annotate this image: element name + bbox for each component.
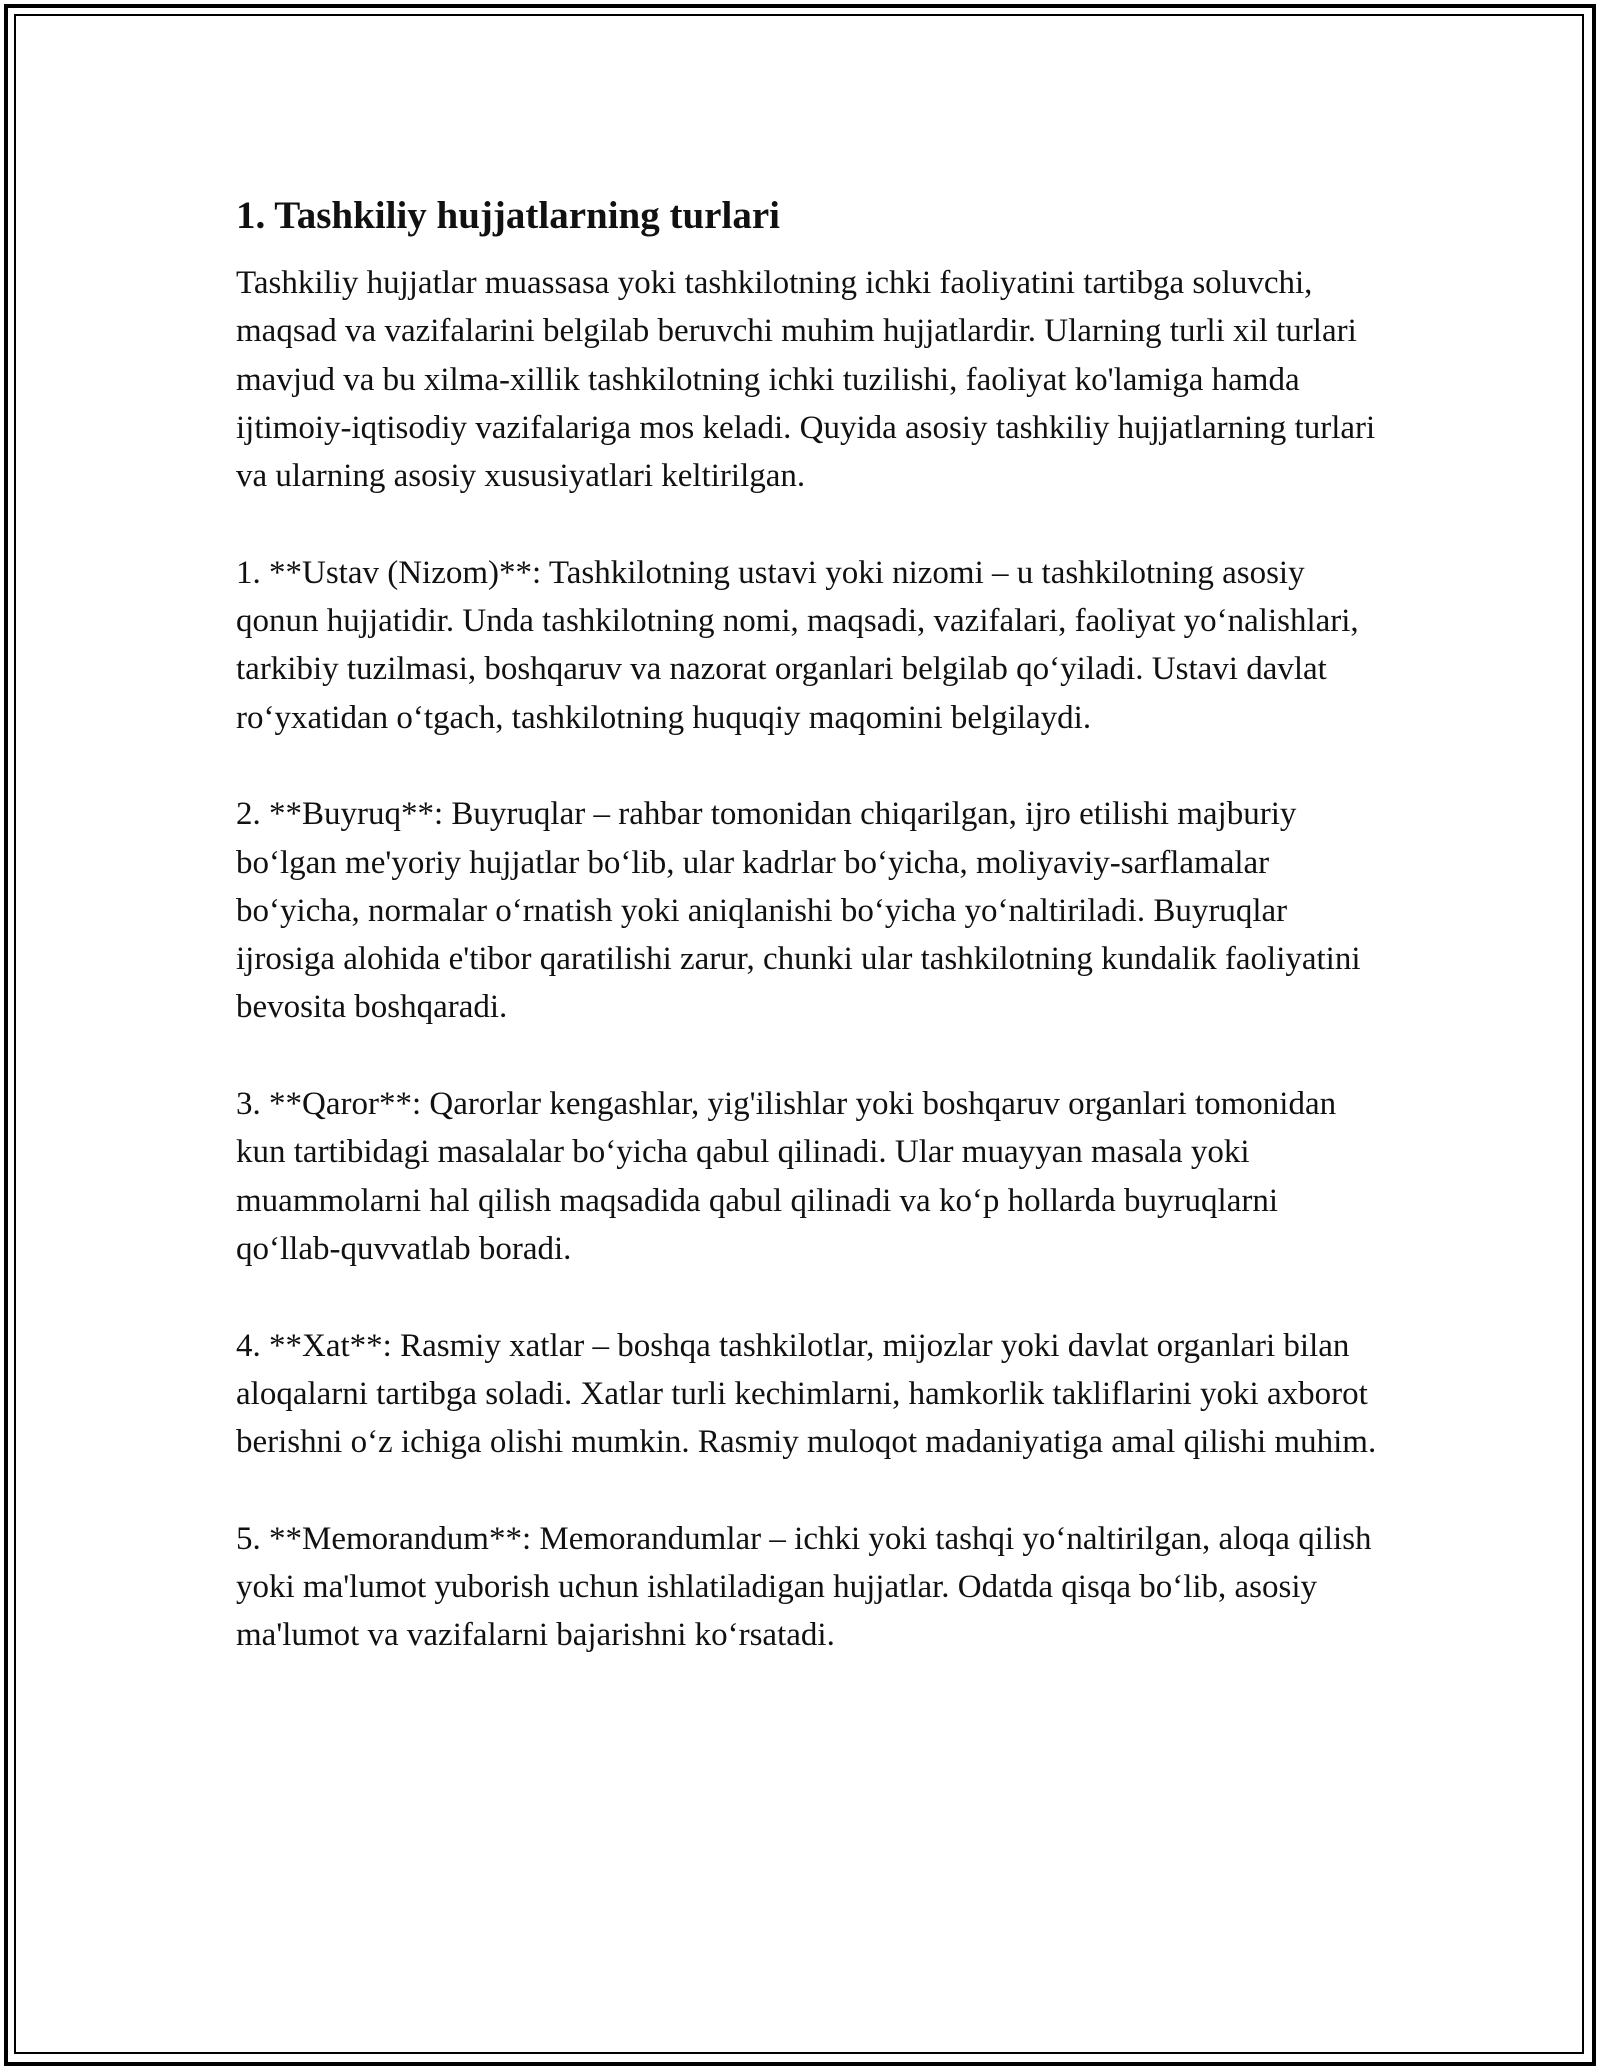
paragraph-ustav: 1. **Ustav (Nizom)**: Tashkilotning ustavi yoki nizomi – u tashkilotning asosiy qonun hujjatidir. Unda tashkilotning nomi, maqsadi, vazifalari, faoliyat yoʻnalishlari, tarkibiy tuzilmasi, boshqaruv va nazorat organlari belgilab qoʻyiladi. Ustavi davlat roʻyxatidan oʻtgach, tashkilotning huquqiy maqomini belgilaydi. [236, 554, 1359, 736]
paragraph-memorandum: 5. **Memorandum**: Memorandumlar – ichki yoki tashqi yoʻnaltirilgan, aloqa qilish yoki ma'lumot yuborish uchun ishlatiladigan hujjatlar. Odatda qisqa boʻlib, asosiy ma'lumot va vazifalarni bajarishni koʻrsatadi. [236, 1520, 1372, 1654]
paragraph-qaror: 3. **Qaror**: Qarorlar kengashlar, yig'ilishlar yoki boshqaruv organlari tomonidan kun tartibidagi masalalar boʻyicha qabul qilinadi. Ular muayyan masala yoki muammolarni hal qilish maqsadida qabul qilinadi va koʻp hollarda buyruqlarni qoʻllab-quvvatlab boradi. [236, 1086, 1337, 1267]
section-heading: 1. Tashkiliy hujjatlarning turlari [236, 194, 780, 237]
paragraph-xat: 4. **Xat**: Rasmiy xatlar – boshqa tashkilotlar, mijozlar yoki davlat organlari bilan aloqalarni tartibga soladi. Xatlar turli kechimlarni, hamkorlik takliflarini yoki axborot berishni oʻz ichiga olishi mumkin. Rasmiy muloqot madaniyatiga amal qilishi muhim. [236, 1327, 1377, 1461]
paragraph-buyruq: 2. **Buyruq**: Buyruqlar – rahbar tomonidan chiqarilgan, ijro etilishi majburiy boʻlgan me'yoriy hujjatlar boʻlib, ular kadrlar boʻyicha, moliyaviy-sarflamalar boʻyicha, normalar oʻrnatish yoki aniqlanishi boʻyicha yoʻnaltiriladi. Buyruqlar ijrosiga alohida e'tibor qaratilishi zarur, chunki ular tashkilotning kundalik faoliyatini bevosita boshqaradi. [236, 796, 1361, 1026]
intro-paragraph: Tashkiliy hujjatlar muassasa yoki tashkilotning ichki faoliyatini tartibga soluvchi, maqsad va vazifalarini belgilab beruvchi muhim hujjatlardir. Ularning turli xil turlari mavjud va bu xilma-xillik tashkilotning ichki tuzilishi, faoliyat ko'lamiga hamda ijtimoiy-iqtisodiy vazifalariga mos keladi. Quyida asosiy tashkiliy hujjatlarning turlari va ularning asosiy xususiyatlari keltirilgan. [236, 265, 1376, 495]
document-body [236, 190, 1386, 1708]
